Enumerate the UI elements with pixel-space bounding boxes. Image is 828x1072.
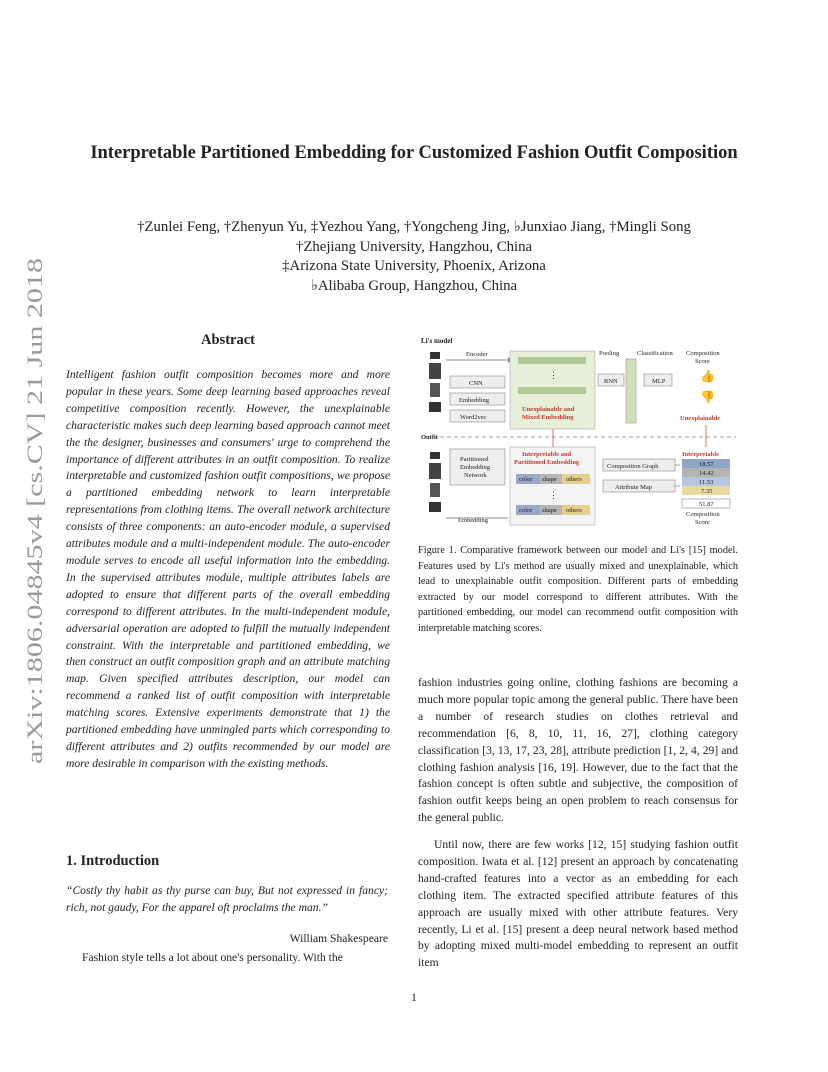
intro-quote: “Costly thy habit as thy purse can buy, But not expressed in fancy; rich, not gaudy, For the apparel oft proclaims the man.” bbox=[66, 884, 388, 914]
fig-lis-model-label: Li's model bbox=[421, 337, 453, 345]
fig-embedding-label: Embedding bbox=[459, 397, 489, 404]
fig-pen-label-2: Embedding bbox=[460, 464, 490, 471]
fig-unexplainable-mixed-2: Mixed Embedding bbox=[522, 414, 574, 421]
fig-dots-top: ⋮ bbox=[549, 370, 558, 380]
fig-attr-color-1: color bbox=[519, 476, 533, 483]
intro-heading: 1. Introduction bbox=[66, 853, 160, 869]
fig-skirt-top bbox=[430, 383, 440, 397]
affiliation-1: †Zhejiang University, Hangzhou, China bbox=[295, 238, 533, 255]
affiliation-3: ♭Alibaba Group, Hangzhou, China bbox=[310, 277, 518, 294]
fig-pooling-label: Pooling bbox=[599, 350, 620, 357]
fig-hat-bottom bbox=[430, 452, 440, 459]
fig-pooling-bar bbox=[626, 359, 636, 423]
fig-pen-label-3: Network bbox=[464, 472, 487, 479]
fig-hat-top bbox=[430, 352, 440, 359]
figure-1-diagram bbox=[418, 335, 738, 530]
arxiv-identifier-text: arXiv:1806.04845v4 [cs.CV] 21 Jun 2018 bbox=[22, 393, 47, 764]
right-paragraph-2: Until now, there are few works [12, 15] studying fashion outfit composition. Iwata et al. [12] present an approach by concatenating hand-crafted features into a vector as an embedding for each clothing item. The extracted specified attribute features of this approach are usually mixed with other attribute features. Very recently, Li et al. [15] present a deep neural network based method by adopting mixed multi-model embedding to represent an outfit item bbox=[418, 838, 738, 970]
right-paragraph-1: fashion industries going online, clothing fashions are becoming a much more popular topic among the general public. There have been a number of research studies on clothes retrieval and recommendation [6, 8, 10, 11, 16, 27], clothing category classification [3, 13, 17, 23, 28], attribute prediction [1, 2, 4, 29] and clothing fashion analysis [16, 19]. However, due to the fact that the fashion concept is often subtle and subjective, the composition of fashion outfit keeps being an open problem to reach consensus for the general public. bbox=[418, 676, 738, 825]
fig-interp-partitioned-2: Partitioned Embedding bbox=[514, 459, 580, 466]
fig-attr-shape-1: shape bbox=[542, 476, 557, 483]
fig-composition-graph-label: Composition Graph bbox=[607, 463, 659, 470]
fig-attr-others-2: others bbox=[566, 507, 582, 514]
fig-interpretable-label: Interpretable bbox=[682, 451, 720, 458]
fig-word2vec-label: Word2vec bbox=[460, 414, 487, 421]
fig-unexplainable-mixed-1: Unexplainable and bbox=[522, 406, 575, 413]
thumbs-down-icon: 👎 bbox=[700, 390, 715, 404]
fig-shirt-top bbox=[429, 363, 441, 379]
figure-1-caption: Figure 1. Comparative framework between our model and Li's [15] model. Features used by Li's method are usually mixed and unexplainable, which lead to unexplainable outfit composition. Different parts of embedding extracted by our model correspond to different attributes. With the partitioned embedding, our model can recommend outfit composition with interpretable matching scores. bbox=[418, 545, 738, 634]
thumbs-up-icon: 👍 bbox=[700, 369, 715, 383]
fig-cnn-label: CNN bbox=[469, 380, 483, 387]
fig-skirt-bottom bbox=[430, 483, 440, 497]
fig-composition-score-bottom-1: Composition bbox=[686, 511, 720, 518]
fig-attr-others-1: others bbox=[566, 476, 582, 483]
page-number: 1 bbox=[411, 990, 417, 1004]
quote-author: William Shakespeare bbox=[289, 932, 388, 945]
fig-unexplainable-label: Unexplainable bbox=[680, 415, 721, 422]
fig-encoder-label: Encoder bbox=[466, 351, 488, 358]
fig-composition-score-1: Composition bbox=[686, 350, 720, 357]
fig-classification-label: Classification bbox=[637, 350, 673, 357]
abstract-text: Intelligent fashion outfit composition becomes more and more popular in these years. Some deep learning based approaches reveal competitive composition recently. However, the unexplainable characteristic makes such deep learning based approach cannot meet the the designer, businesses and consumers' urge to comprehend the importance of different attributes in an outfit composition. To realize interpretable and customized fashion outfit compositions, we propose a partitioned embedding network to learn interpretable representations from clothing items. The overall network architecture consists of three components: an auto-encoder module, a supervised attributes module and a multi-independent module. The auto-encoder module serves to encode all useful information into the embedding. In the supervised attributes module, multiple attributes labels are adopted to ensure that different parts of the overall embedding correspond to different attributes. In the multi-independent module, adversarial operation are adopted to fulfill the mutually independent constraint. With the interpretable and partitioned embedding, we then construct an outfit composition graph and an attribute matching map. Given specified attributes description, our model can recommend a ranked list of outfit composition with interpretable matching scores. Extensive experiments demonstrate that 1) the partitioned embedding have unmingled parts which corresponding to different attributes and 2) outfits recommended by our model are more desirable in comparison with the existing methods. bbox=[66, 368, 390, 770]
abstract-heading: Abstract bbox=[201, 332, 255, 348]
fig-shirt-bottom bbox=[429, 463, 441, 479]
arxiv-identifier bbox=[20, 258, 48, 764]
intro-paragraph: Fashion style tells a lot about one's personality. With the bbox=[82, 951, 343, 964]
fig-mlp-label: MLP bbox=[652, 378, 666, 385]
author-list: †Zunlei Feng, †Zhenyun Yu, ‡Yezhou Yang, †Yongcheng Jing, ♭Junxiao Jiang, †Mingli Song bbox=[137, 219, 691, 235]
fig-attribute-map-label: Attribute Map bbox=[615, 484, 653, 491]
fig-dots-bottom: ⋮ bbox=[549, 490, 558, 500]
fig-shoes-top bbox=[429, 402, 441, 412]
fig-attr-shape-2: shape bbox=[542, 507, 557, 514]
fig-score-4: 7.35 bbox=[701, 488, 713, 495]
affiliation-2: ‡Arizona State University, Phoenix, Arizona bbox=[282, 258, 546, 275]
fig-composition-score-2: Score bbox=[695, 358, 710, 365]
fig-shoes-bottom bbox=[429, 502, 441, 512]
author-block bbox=[60, 218, 768, 296]
fig-rnn-label: RNN bbox=[604, 378, 618, 385]
fig-attr-color-2: color bbox=[519, 507, 533, 514]
fig-interp-partitioned-1: Interpretable and bbox=[522, 451, 572, 458]
fig-total-score: 51.87 bbox=[699, 501, 714, 508]
fig-composition-score-bottom-2: Score bbox=[695, 519, 710, 526]
fig-outfit-label: Outfit bbox=[421, 434, 438, 441]
fig-embedding-bottom-label: Embedding bbox=[458, 517, 488, 524]
fig-score-3: 11.53 bbox=[699, 479, 714, 486]
fig-score-1: 18.57 bbox=[699, 461, 714, 468]
paper-title: Interpretable Partitioned Embedding for Customized Fashion Outfit Composition bbox=[90, 143, 738, 163]
fig-score-2: 14.42 bbox=[699, 470, 714, 477]
fig-pen-label-1: Partitioned bbox=[460, 456, 489, 463]
